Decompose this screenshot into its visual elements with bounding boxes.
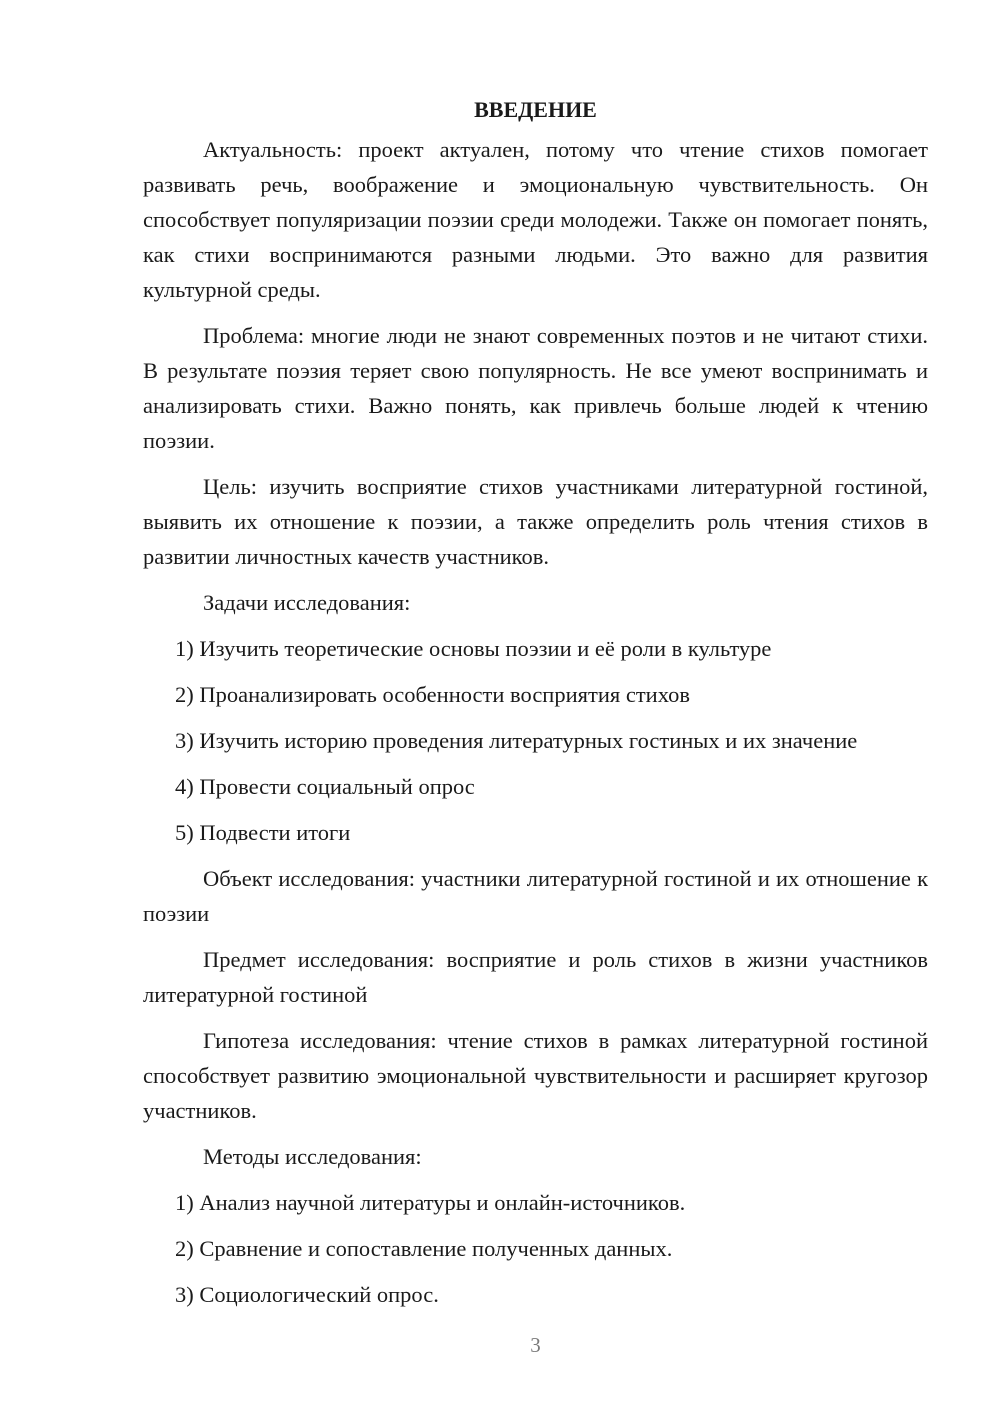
task-item: 5) Подвести итоги bbox=[175, 820, 351, 845]
task-item: 4) Провести социальный опрос bbox=[175, 774, 475, 799]
method-item: 1) Анализ научной литературы и онлайн-источников. bbox=[175, 1190, 686, 1215]
section-title: ВВЕДЕНИЕ bbox=[474, 97, 597, 122]
tasks-heading: Задачи исследования: bbox=[203, 590, 411, 615]
tasks-list bbox=[143, 631, 928, 850]
document-page bbox=[143, 90, 928, 1323]
method-item: 2) Сравнение и сопоставление полученных данных. bbox=[175, 1236, 673, 1261]
hypothesis-paragraph: Гипотеза исследования: чтение стихов в рамках литературной гостиной способствует развитию эмоциональной чувствительности и расширяет кругозор участников. bbox=[143, 1028, 928, 1123]
object-paragraph: Объект исследования: участники литературной гостиной и их отношение к поэзии bbox=[143, 866, 928, 926]
method-item: 3) Социологический опрос. bbox=[175, 1282, 439, 1307]
methods-heading: Методы исследования: bbox=[203, 1144, 422, 1169]
task-item: 1) Изучить теоретические основы поэзии и её роли в культуре bbox=[175, 636, 772, 661]
problem-paragraph: Проблема: многие люди не знают современных поэтов и не читают стихи. В результате поэзия теряет свою популярность. Не все умеют воспринимать и анализировать стихи. Важно понять, как привлечь больше людей к чтению поэзии. bbox=[143, 323, 928, 453]
task-item: 2) Проанализировать особенности восприятия стихов bbox=[175, 682, 690, 707]
methods-list bbox=[143, 1185, 928, 1312]
goal-paragraph: Цель: изучить восприятие стихов участниками литературной гостиной, выявить их отношение к поэзии, а также определить роль чтения стихов в развитии личностных качеств участников. bbox=[143, 474, 928, 569]
page-number: 3 bbox=[530, 1333, 541, 1357]
task-item: 3) Изучить историю проведения литературных гостиных и их значение bbox=[175, 728, 858, 753]
relevance-paragraph: Актуальность: проект актуален, потому что чтение стихов помогает развивать речь, воображение и эмоциональную чувствительность. Он способствует популяризации поэзии среди молодежи. Также он помогает понять, как стихи воспринимаются разными людьми. Это важно для развития культурной среды. bbox=[143, 137, 928, 302]
subject-paragraph: Предмет исследования: восприятие и роль стихов в жизни участников литературной гостиной bbox=[143, 947, 928, 1007]
